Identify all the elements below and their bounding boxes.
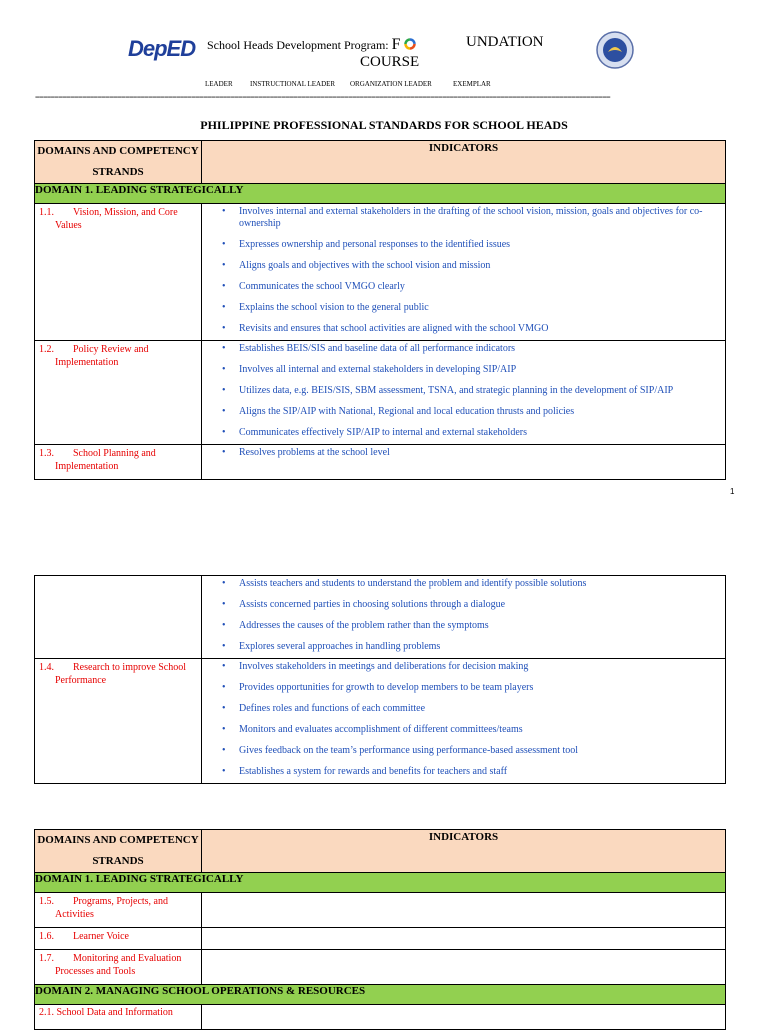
- table-row: [35, 576, 726, 659]
- indicator-item: • Revisits and ensures that school activities are aligned with the school VMGO: [222, 323, 719, 335]
- header-indicators: INDICATORS: [202, 141, 726, 184]
- indicator-item: • Establishes BEIS/SIS and baseline data of all performance indicators: [222, 343, 719, 355]
- table-row: [35, 950, 726, 985]
- indicator-item: • Resolves problems at the school level: [222, 447, 719, 459]
- page-number: 1: [730, 487, 735, 496]
- strand-1-6: 1.6. Learner Voice: [35, 928, 202, 950]
- indicators-cell: [202, 659, 726, 784]
- standards-table-1: [34, 140, 726, 480]
- header-domains: DOMAINS AND COMPETENCY STRANDS: [35, 141, 202, 184]
- level-exemplar: EXEMPLAR: [453, 80, 491, 88]
- domain-2-label: DOMAIN 2. MANAGING SCHOOL OPERATIONS & RESOURCES: [35, 985, 726, 1005]
- indicator-item: • Involves internal and external stakeholders in the drafting of the school vision, mission, goals and objectives for co-ownership: [222, 206, 719, 230]
- strand-2-1: 2.1. School Data and Information: [35, 1005, 202, 1030]
- indicator-item: • Assists concerned parties in choosing solutions through a dialogue: [222, 599, 719, 611]
- indicator-item: • Involves stakeholders in meetings and deliberations for decision making: [222, 661, 719, 673]
- color-wheel-icon: [404, 38, 416, 50]
- indicator-item: • Assists teachers and students to understand the problem and identify possible solutions: [222, 578, 719, 590]
- title-course: COURSE: [360, 54, 420, 70]
- domain-1-label: DOMAIN 1. LEADING STRATEGICALLY: [35, 184, 726, 204]
- indicator-item: • Aligns the SIP/AIP with National, Regional and local education thrusts and policies: [222, 406, 719, 418]
- strand-1-5: 1.5. Programs, Projects, and Activities: [35, 893, 202, 928]
- strand-continued: [35, 576, 202, 659]
- separator-line: ===================================================================================================================================================: [35, 94, 611, 102]
- program-title: [207, 36, 416, 54]
- table-header-row: [35, 141, 726, 184]
- table-row: [35, 341, 726, 445]
- table-row: [35, 1005, 726, 1030]
- indicators-cell: [202, 445, 726, 480]
- table-row: [35, 659, 726, 784]
- indicator-item: • Defines roles and functions of each committee: [222, 703, 719, 715]
- strand-1-1: 1.1. Vision, Mission, and Core Values: [35, 204, 202, 341]
- indicator-item: • Communicates effectively SIP/AIP to internal and external stakeholders: [222, 427, 719, 439]
- indicator-item: • Involves all internal and external stakeholders in developing SIP/AIP: [222, 364, 719, 376]
- table-row: [35, 893, 726, 928]
- page-title: PHILIPPINE PROFESSIONAL STANDARDS FOR SCHOOL HEADS: [200, 118, 568, 132]
- table-row: [35, 928, 726, 950]
- indicator-item: • Aligns goals and objectives with the school vision and mission: [222, 260, 719, 272]
- indicator-item: • Utilizes data, e.g. BEIS/SIS, SBM assessment, TSNA, and strategic planning in the development of SIP/AIP: [222, 385, 719, 397]
- indicators-cell: [202, 928, 726, 950]
- table-row: [35, 445, 726, 480]
- table-row: [35, 204, 726, 341]
- strand-1-4: 1.4. Research to improve School Performance: [35, 659, 202, 784]
- program-letter: F: [391, 36, 401, 53]
- domain-row: [35, 873, 726, 893]
- strand-1-2: 1.2. Policy Review and Implementation: [35, 341, 202, 445]
- level-instructional: INSTRUCTIONAL LEADER: [250, 80, 336, 88]
- level-leader: LEADER: [205, 80, 233, 88]
- indicator-item: • Monitors and evaluates accomplishment of different committees/teams: [222, 724, 719, 736]
- header-domains: DOMAINS AND COMPETENCY STRANDS: [35, 830, 202, 873]
- indicator-item: • Addresses the causes of the problem rather than the symptoms: [222, 620, 719, 632]
- indicator-item: • Gives feedback on the team’s performance using performance-based assessment tool: [222, 745, 719, 757]
- indicators-cell: [202, 576, 726, 659]
- strand-1-3: 1.3. School Planning and Implementation: [35, 445, 202, 480]
- indicator-item: • Explores several approaches in handling problems: [222, 641, 719, 653]
- indicators-cell: [202, 341, 726, 445]
- title-undation: UNDATION: [466, 34, 544, 50]
- indicator-item: • Provides opportunities for growth to develop members to be team players: [222, 682, 719, 694]
- indicator-item: • Explains the school vision to the general public: [222, 302, 719, 314]
- indicator-item: • Establishes a system for rewards and benefits for teachers and staff: [222, 766, 719, 778]
- table-header-row: [35, 830, 726, 873]
- standards-table-2: [34, 575, 726, 784]
- domain-row: [35, 184, 726, 204]
- domain-row: [35, 985, 726, 1005]
- indicator-item: • Communicates the school VMGO clearly: [222, 281, 719, 293]
- indicators-cell: [202, 1005, 726, 1030]
- indicators-cell: [202, 204, 726, 341]
- level-organization: ORGANIZATION LEADER: [350, 80, 432, 88]
- indicators-cell: [202, 893, 726, 928]
- header-indicators: INDICATORS: [202, 830, 726, 873]
- deped-logo-text: DepED: [128, 36, 196, 61]
- domain-1-label: DOMAIN 1. LEADING STRATEGICALLY: [35, 873, 726, 893]
- seal-logo: [596, 31, 634, 69]
- standards-table-3: [34, 829, 726, 1030]
- indicators-cell: [202, 950, 726, 985]
- program-text: School Heads Development Program:: [207, 38, 389, 52]
- strand-1-7: 1.7. Monitoring and Evaluation Processes and Tools: [35, 950, 202, 985]
- deped-logo: [128, 36, 200, 66]
- indicator-item: • Expresses ownership and personal responses to the identified issues: [222, 239, 719, 251]
